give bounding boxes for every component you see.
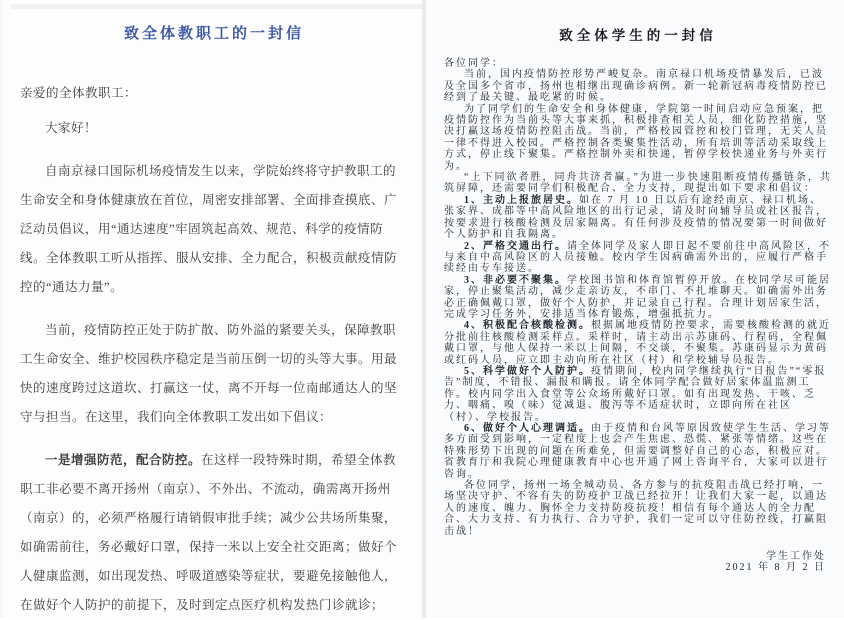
staff-letter-proposal	[20, 446, 408, 620]
student-letter-title: 致全体学生的一封信	[559, 28, 717, 43]
staff-letter-paragraph: 当前，疫情防控正处于防扩散、防外溢的紧要关头，保障教职工生命安全、维护校园秩序稳定是当前压倒一切的头等大事。用最快的速度跨过这道坎、打赢这一仗，离不开每一位南邮通达人的坚守与担当。在这里，我们向全体教职工发出如下倡议：	[20, 323, 398, 424]
signature-block	[444, 551, 832, 574]
student-letter-page	[426, 0, 844, 618]
student-letter-closing: 各位同学，扬州一场全城动员、各方参与的抗疫阻击战已经打响，一场坚决守护、不容有失的防疫护卫战已经拉开！让我们大家一起，以通达人的速度、魄力、胸怀全力支持防疫抗疫！相信有每个通达人的全力配合、大力支持、有力执行、合力守护，我们一定可以守住防控线，打赢阻击战！	[444, 480, 828, 537]
item-2-lead: 2、严格交通出行。	[464, 240, 567, 252]
student-letter-paragraph: 当前，国内疫情防控形势严峻复杂。南京禄口机场疫情暴发后，已波及全国多个省市，扬州也相继出现确诊病例。新一轮新冠病毒疫情防控已经到了最关键、最吃紧的时候。	[444, 69, 828, 104]
staff-letter-paragraph: 自南京禄口国际机场疫情发生以来，学院始终将守护教职工的生命安全和身体健康放在首位，周密安排部署、全面排查摸底、广泛动员倡议，用“通达速度”牢固筑起高效、规范、科学的疫情防线。全体教职工听从指挥、服从安排、全力配合，积极贡献疫情防控的“通达力量”。	[20, 164, 398, 294]
item-3-body: 学校图书馆和体育馆暂停开放。在校同学尽可能居家，停止聚集活动，减少走亲访友，不串门、不扎堆聊天。如确需外出务必正确佩戴口罩，做好个人防护，并记录自己行程。合理计划居家生活，完成学习任务外，安排适当体育锻炼，增强抵抗力。	[444, 274, 831, 320]
scan-artifact-top-strip	[11, 4, 422, 9]
numbered-item-4	[444, 320, 832, 366]
staff-letter-title: 致全体教职工的一封信	[123, 26, 304, 42]
item-5-lead: 5、科学做好个人防护。	[464, 365, 591, 377]
proposal-body: 在这样一段特殊时期，希望全体教职工非必要不离开扬州（南京）、不外出、不流动，确需离开扬州（南京）的，必须严格履行请销假审批手续；减少公共场所集聚，如确需前往，务必戴好口罩，保持一米以上安全社交距离；做好个人健康监测，如出现发热、呼吸道感染等症状，要避免接触他人，在做好个人防护的前提下，及时到定点医疗机构发热门诊就诊；	[20, 453, 398, 612]
item-1-lead: 1、主动上报旅居史。	[464, 194, 579, 206]
numbered-item-2	[444, 241, 832, 275]
student-letter-paragraph: 为了同学们的生命安全和身体健康，学院第一时间启动应急预案，把疫情防控作为当前头等大事来抓，积极排查相关人员，细化防控措施，坚决打赢这场疫情防控阻击战。当前，严格校园管控和校门管理，无关人员一律不得进入校园。严格控制各类聚集性活动，所有培训等活动采取线上方式，停止线下聚集。严格控制外卖和快递，暂停学校快递业务与外卖行为。	[444, 103, 828, 172]
item-3-lead: 3、非必要不聚集。	[464, 274, 567, 286]
item-4-lead: 4、积极配合核酸检测。	[464, 320, 591, 332]
student-letter-paragraph: “上下同欲者胜，同舟共济者赢。”为进一步快速阻断疫情传播链条，共筑屏障，还需要同学们积极配合、全力支持，现提出如下要求和倡议：	[444, 172, 832, 195]
numbered-item-5	[444, 366, 832, 423]
staff-letter-greeting: 大家好！	[45, 121, 98, 135]
item-5-body: 疫情期间，校内同学继续执行“日报告”“零报告”制度，不错报、漏报和瞒报。请全体同学配合做好居家体温监测工作。校内同学出入食堂等公众场所戴好口罩。如有出现发热、干咳、乏力、咽痛、嗅（味）觉减退、腹泻等不适症状时，立即向所在社区（村）、学校报告。	[444, 365, 827, 423]
staff-letter-salutation: 亲爱的全体教职工：	[20, 86, 138, 100]
numbered-item-6	[444, 423, 832, 480]
item-4-body: 根据属地疫情防控要求，需要核酸检测的就近分批前往核酸检测采样点。采样时，请主动出示苏康码、行程码，全程佩戴口罩，与他人保持一米以上间隔，不交谈，不聚集。苏康码显示为黄码或红码人员，应立即主动向所在社区（村）和学校辅导员报告。	[444, 320, 831, 366]
numbered-item-1	[444, 195, 832, 241]
numbered-item-3	[444, 275, 832, 321]
signature-date: 2021 年 8 月 2 日	[725, 562, 826, 574]
item-1-body: 如在 7 月 10 日以后有途经南京、禄口机场、张家界、成都等中高风险地区的出行记录，请及时向辅导员或社区报告，按要求进行核酸检测及居家隔离。有任何涉及疫情的情况要第一时间做好个人防护和自我隔离。	[444, 194, 828, 241]
proposal-lead: 一是增强防范，配合防控。	[45, 453, 202, 467]
item-2-body: 请全体同学及家人即日起不要前往中高风险区，不与来自中高风险区的人员接触。校内学生因病确需外出的，应履行严格手续经由专车接送。	[444, 240, 831, 275]
staff-letter-page	[0, 0, 422, 618]
item-6-lead: 6、做好个人心理调适。	[464, 423, 591, 434]
item-6-body: 由于疫情和台风等原因致使学生生活、学习等多方面受到影响，一定程度上也会产生焦虑、恐慌、紧张等情绪。这些在特殊形势下出现的问题在所难免，但需要调整好自己的心态，积极应对。省教育厅和我院心理健康教育中心也开通了网上咨询平台，大家可以进行咨询。	[444, 423, 831, 480]
signature-department: 学生工作处	[766, 551, 826, 563]
student-letter-salutation: 各位同学：	[444, 58, 504, 69]
